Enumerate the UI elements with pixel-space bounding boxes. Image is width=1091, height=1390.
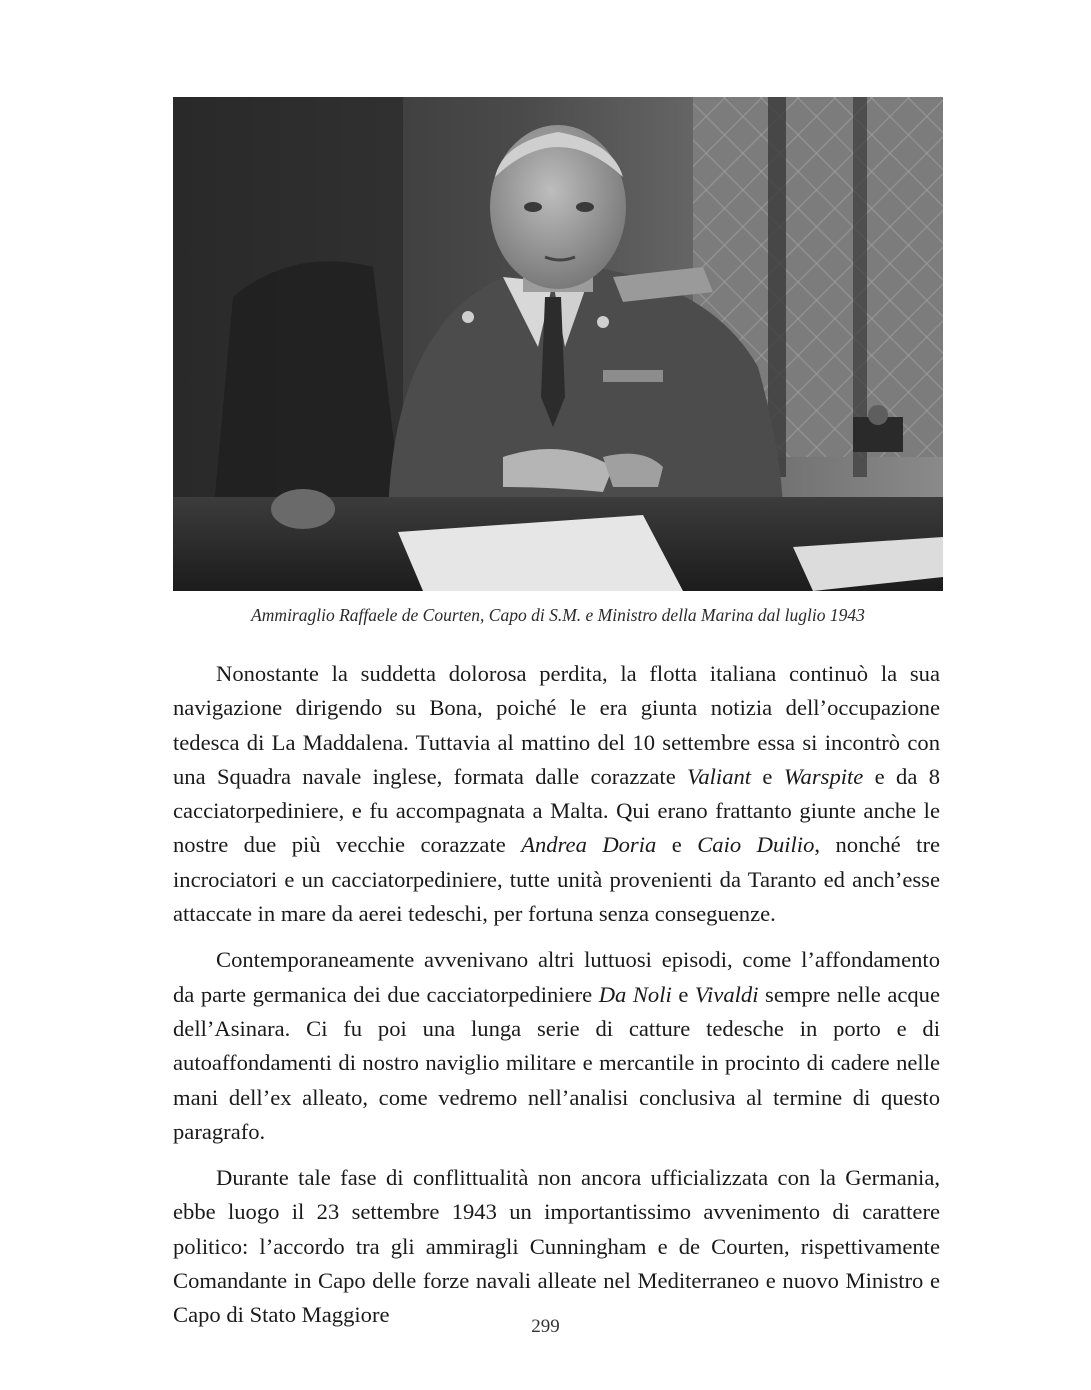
ship-name: Da Noli [598,981,672,1007]
text-segment: sempre nelle acque dell’Asinara. Ci fu poi una lunga serie di catture tedesche in porto e di autoaffondamenti di nostro naviglio militare e mercantile in procinto di cadere nelle mani dell’ex alleato, come vedremo nell’analisi conclusiva al termine di questo paragrafo. [173,981,940,1144]
page-number: 299 [531,1316,560,1337]
text-segment: Nonostante la suddetta dolorosa perdita, la flotta italiana continuò la sua navigazione dirigendo su Bona, poiché le era giunta notizia dell’occupazione tedesca di La Maddalena. Tuttavia al mattino del 10 settembre essa si incontrò con una Squadra navale inglese, formata dalle corazzate [173,661,940,789]
portrait-photo [173,97,943,591]
text-segment: , nonché tre incrociatori e un cacciatorpediniere, tutte unità provenienti da Taranto ed anch’esse attaccate in mare da aerei tedeschi, per fortuna senza conseguenze. [173,832,940,927]
body-text [173,657,940,1345]
text-segment: e [751,763,784,789]
text-segment: Contemporaneamente avvenivano altri luttuosi episodi, come l’affondamento da parte germanica dei due cacciatorpediniere [173,947,940,1007]
ship-name: Andrea Doria [521,832,657,858]
ship-name: Vivaldi [694,981,759,1007]
text-segment: Durante tale fase di conflittualità non ancora ufficializzata con la Germania, ebbe luogo il 23 settembre 1943 un importantissimo avvenimento di carattere politico: l’accordo tra gli ammiragli Cunningham e de Courten, rispettivamente Comandante in Capo delle forze navali alleate nel Mediterraneo e nuovo Ministro e Capo di Stato Maggiore [173,1165,940,1328]
paragraph [173,1161,940,1332]
text-segment: e [656,832,698,858]
text-segment: e [671,981,695,1007]
ship-name: Valiant [687,763,752,789]
ship-name: Caio Duilio [697,832,815,858]
ship-name: Warspite [783,763,864,789]
paragraph [173,943,940,1149]
text-segment: e da 8 cacciatorpediniere, e fu accompagnata a Malta. Qui erano frattanto giunte anche le nostre due più vecchie corazzate [173,763,940,858]
paragraph [173,657,940,931]
photo-caption: Ammiraglio Raffaele de Courten, Capo di S.M. e Ministro della Marina dal luglio 1943 [251,605,865,625]
